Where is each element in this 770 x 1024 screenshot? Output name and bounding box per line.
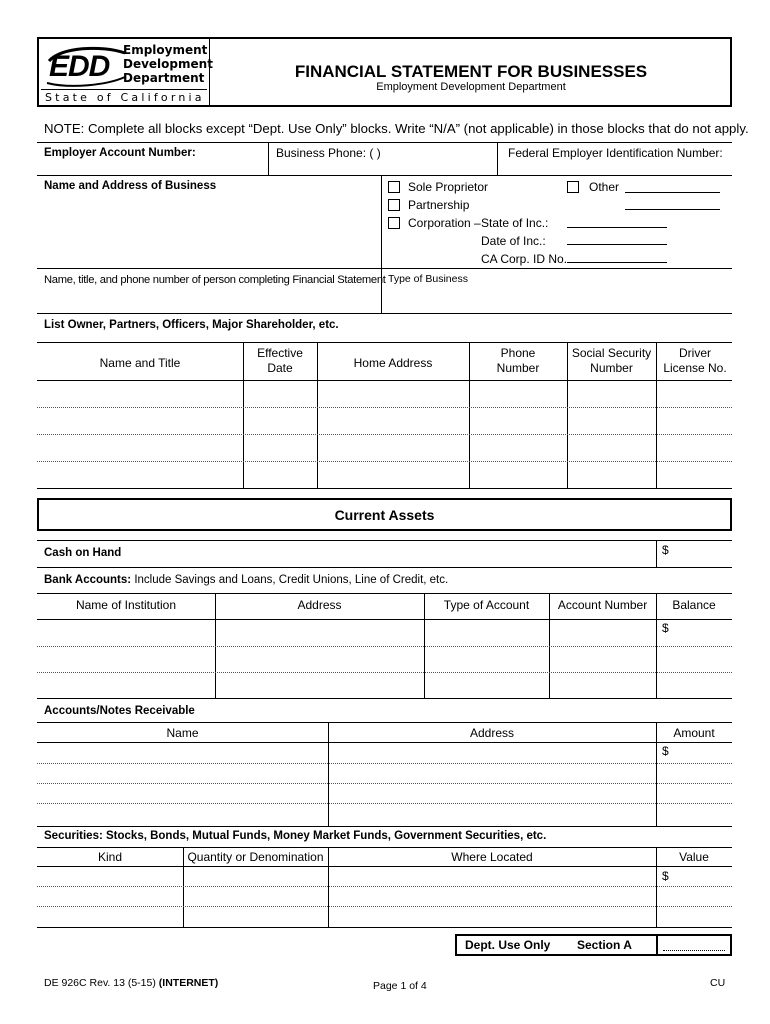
logo-state-line	[41, 89, 207, 90]
table-row[interactable]	[37, 434, 732, 435]
logo-state: State of California	[45, 91, 205, 104]
form-title: FINANCIAL STATEMENT FOR BUSINESSES	[294, 62, 648, 81]
corporation-label: Corporation –	[408, 216, 481, 230]
form-id-internet: (INTERNET)	[158, 977, 219, 989]
receivable-col-amount: Amount	[673, 726, 715, 740]
receivable-col-address: Address	[469, 726, 515, 740]
bank-col-balance: Balance	[672, 598, 716, 612]
date-of-inc-field[interactable]	[567, 244, 667, 245]
table-row[interactable]	[37, 803, 732, 804]
fein-label[interactable]: Federal Employer Identification Number:	[508, 146, 723, 160]
owners-col-ssn: Social Security Number	[571, 346, 652, 375]
table-row[interactable]	[37, 407, 732, 408]
other-line-2[interactable]	[625, 209, 720, 210]
securities-value-dollar[interactable]: $	[662, 869, 669, 883]
other-checkbox[interactable]	[567, 181, 579, 193]
corporation-checkbox[interactable]	[388, 217, 400, 229]
bank-balance-dollar[interactable]: $	[662, 621, 669, 635]
securities-col-location: Where Located	[451, 850, 533, 864]
securities-col-quantity: Quantity or Denomination	[187, 850, 324, 864]
bank-col-address: Address	[297, 598, 342, 612]
other-line-1[interactable]	[625, 192, 720, 193]
ca-corp-id-field[interactable]	[567, 262, 667, 263]
owners-col-name-title: Name and Title	[99, 356, 181, 370]
form-subtitle: Employment Development Department	[376, 81, 566, 93]
cash-on-hand-dollar[interactable]: $	[662, 543, 669, 557]
page-number: Page 1 of 4	[373, 980, 427, 992]
bank-col-account-number: Account Number	[557, 598, 648, 612]
other-label: Other	[589, 180, 620, 194]
state-of-inc-field[interactable]	[567, 227, 667, 228]
bank-accounts-heading-rest: Include Savings and Loans, Credit Unions, Line of Credit, etc.	[131, 574, 449, 586]
receivable-heading: Accounts/Notes Receivable	[44, 705, 195, 717]
business-name-address-label[interactable]: Name and Address of Business	[44, 180, 217, 192]
business-phone-label[interactable]: Business Phone: ( )	[276, 146, 381, 160]
current-assets-title: Current Assets	[334, 507, 435, 523]
dept-use-label: Dept. Use Only	[465, 938, 551, 952]
form-id	[44, 976, 218, 990]
owners-heading: List Owner, Partners, Officers, Major Shareholder, etc.	[44, 319, 339, 331]
table-row[interactable]	[37, 461, 732, 462]
receivable-amount-dollar[interactable]: $	[662, 744, 669, 758]
form-id-number: DE 926C Rev. 13 (5-15)	[44, 977, 159, 989]
table-row[interactable]	[37, 672, 732, 673]
bank-col-institution: Name of Institution	[75, 598, 177, 612]
owners-col-phone: Phone Number	[496, 346, 540, 375]
ca-corp-id-label: CA Corp. ID No.	[481, 252, 568, 266]
logo-line-employment: Employment	[123, 43, 208, 57]
logo-line-development: Development	[123, 57, 213, 71]
table-row[interactable]	[37, 906, 732, 907]
bank-col-type: Type of Account	[443, 598, 530, 612]
partnership-label: Partnership	[408, 198, 470, 212]
footer-code: CU	[710, 977, 726, 989]
type-of-business-label[interactable]: Type of Business	[388, 273, 468, 285]
dept-use-field[interactable]	[663, 950, 725, 951]
receivable-col-name: Name	[166, 726, 199, 740]
edd-logo-mark: EDD	[49, 50, 110, 83]
dept-use-section: Section A	[577, 938, 632, 952]
owners-col-home-address: Home Address	[353, 356, 433, 370]
owners-col-driver-license: Driver License No.	[663, 346, 727, 375]
securities-col-value: Value	[679, 850, 709, 864]
sole-proprietor-label: Sole Proprietor	[408, 180, 489, 194]
securities-heading: Securities: Stocks, Bonds, Mutual Funds, Money Market Funds, Government Securities, etc.	[44, 830, 547, 842]
table-row[interactable]	[37, 886, 732, 887]
owners-col-effective-date: Effective Date	[257, 346, 303, 375]
bank-accounts-heading-bold: Bank Accounts:	[44, 574, 132, 586]
partnership-checkbox[interactable]	[388, 199, 400, 211]
table-row[interactable]	[37, 646, 732, 647]
cash-on-hand-label: Cash on Hand	[44, 547, 122, 559]
table-row[interactable]	[37, 783, 732, 784]
securities-col-kind: Kind	[97, 850, 123, 864]
edd-logo	[39, 39, 213, 105]
date-of-inc-label: Date of Inc.:	[481, 234, 546, 248]
sole-proprietor-checkbox[interactable]	[388, 181, 400, 193]
person-completing-label[interactable]: Name, title, and phone number of person completing Financial Statement	[44, 274, 386, 286]
logo-line-department: Department	[123, 71, 205, 85]
state-of-inc-label: State of Inc.:	[481, 216, 549, 230]
instructions-note: NOTE: Complete all blocks except “Dept. Use Only” blocks. Write “N/A” (not applicable) in those blocks that do not apply.	[44, 121, 749, 136]
table-row[interactable]	[37, 763, 732, 764]
bank-accounts-heading	[44, 573, 448, 587]
employer-account-number-label[interactable]: Employer Account Number:	[44, 147, 196, 159]
